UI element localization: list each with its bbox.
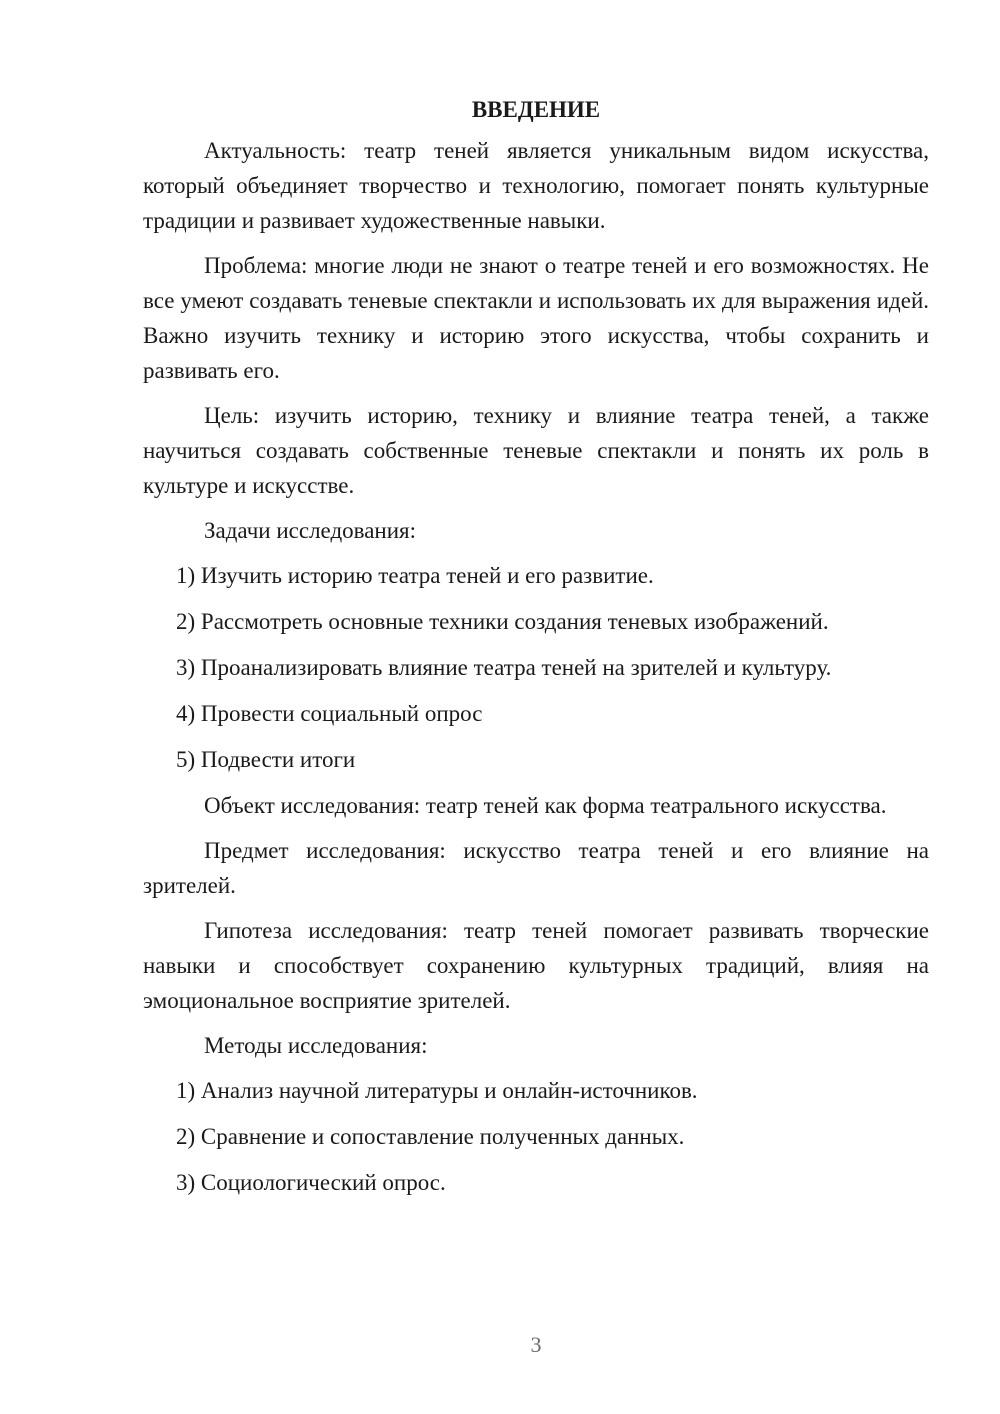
list-item: 2) Сравнение и сопоставление полученных данных.: [176, 1124, 685, 1149]
hypothesis-paragraph: Гипотеза исследования: театр теней помогает развивать творческие навыки и способствует сохранению культурных традиций, влияя на эмоциональное восприятие зрителей.: [143, 918, 929, 1013]
list-item: 3) Проанализировать влияние театра теней на зрителей и культуру.: [176, 655, 832, 680]
list-item: 1) Изучить историю театра теней и его развитие.: [176, 563, 654, 588]
list-item: 2) Рассмотреть основные техники создания теневых изображений.: [176, 609, 829, 634]
tasks-list: [143, 558, 929, 777]
list-item: 1) Анализ научной литературы и онлайн-источников.: [176, 1078, 698, 1103]
object-paragraph: Объект исследования: театр теней как форма театрального искусства.: [204, 793, 887, 818]
methods-list: [143, 1073, 929, 1200]
tasks-heading: Задачи исследования:: [204, 518, 417, 543]
methods-heading: Методы исследования:: [204, 1033, 428, 1058]
goal-paragraph: Цель: изучить историю, технику и влияние театра теней, а также научиться создавать собственные теневые спектакли и понять их роль в культуре и искусстве.: [143, 403, 929, 498]
section-title: ВВЕДЕНИЕ: [471, 97, 601, 122]
relevance-paragraph: Актуальность: театр теней является уникальным видом искусства, который объединяет творчество и технологию, помогает понять культурные традиции и развивает художественные навыки.: [143, 138, 929, 233]
list-item: 4) Провести социальный опрос: [176, 701, 483, 726]
subject-paragraph: Предмет исследования: искусство театра теней и его влияние на зрителей.: [143, 838, 929, 898]
page-number: 3: [530, 1332, 542, 1357]
document-page: [143, 92, 929, 1211]
problem-paragraph: Проблема: многие люди не знают о театре теней и его возможностях. Не все умеют создавать теневые спектакли и использовать их для выражения идей. Важно изучить технику и историю этого искусства, чтобы сохранить и развивать его.: [143, 253, 929, 383]
list-item: 3) Социологический опрос.: [176, 1170, 446, 1195]
list-item: 5) Подвести итоги: [176, 747, 356, 772]
